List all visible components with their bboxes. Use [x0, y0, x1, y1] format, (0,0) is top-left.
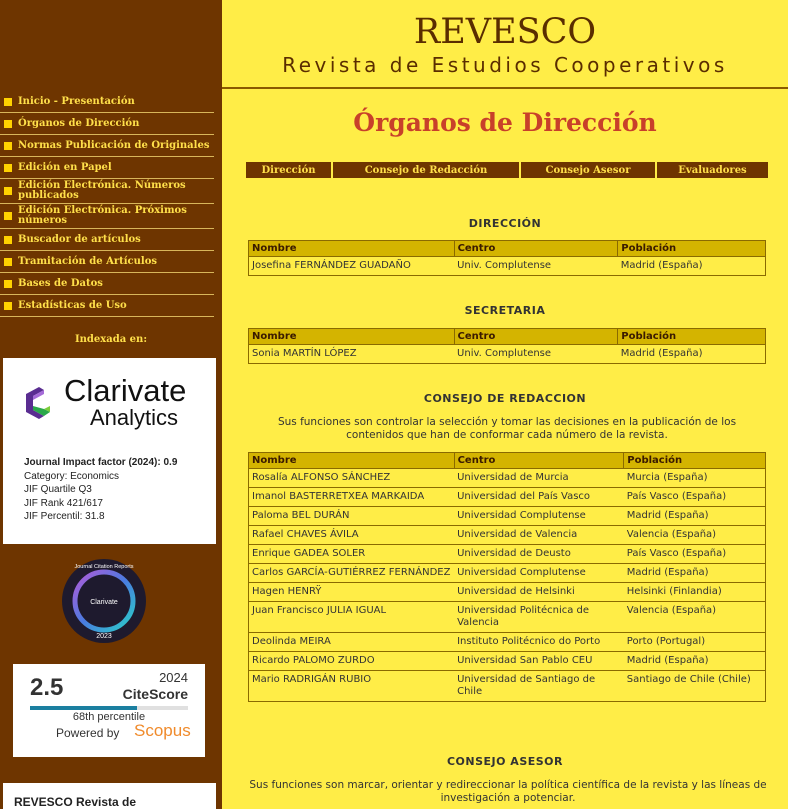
citescore-card[interactable] [13, 664, 205, 757]
table-row [249, 469, 766, 488]
cell-nombre: Paloma BEL DURÁN [249, 507, 455, 526]
sidebar-item-buscador[interactable] [0, 229, 214, 251]
cell-poblacion: Porto (Portugal) [624, 633, 766, 652]
sidebar-item-label: Órganos de Dirección [18, 117, 140, 129]
sidebar-item-proximos-numeros[interactable] [0, 204, 214, 229]
cell-centro: Universidad de Deusto [454, 545, 624, 564]
section-title-consejo-redaccion: CONSEJO DE REDACCION [423, 392, 587, 405]
sidebar-item-label: Normas Publicación de Originales [18, 139, 210, 151]
bullet-icon [4, 212, 12, 220]
indexed-label: Indexada en: [74, 334, 148, 345]
column-header: Nombre [249, 329, 455, 345]
table-consejo-redaccion [248, 452, 766, 702]
sidebar-item-label: Bases de Datos [18, 277, 103, 289]
bullet-icon [4, 236, 12, 244]
cell-centro: Univ. Complutense [454, 345, 618, 364]
table-row [249, 602, 766, 633]
impact-factor: Journal Impact factor (2024): 0.9 [24, 457, 178, 468]
sidebar-item-edicion-papel[interactable] [0, 157, 214, 179]
table-secretaria [248, 328, 766, 364]
cell-centro: Universidad de Santiago de Chile [454, 671, 624, 702]
sidebar-item-normas[interactable] [0, 135, 214, 157]
revesco-card-title: REVESCO Revista de [14, 795, 137, 809]
cell-poblacion: Murcia (España) [624, 469, 766, 488]
cell-nombre: Carlos GARCÍA-GUTIÉRREZ FERNÁNDEZ [249, 564, 455, 583]
clarivate-brand-line1: Clarivate [64, 373, 187, 408]
sidebar-item-numeros-publicados[interactable] [0, 179, 214, 204]
clarivate-card[interactable] [3, 358, 216, 544]
column-header: Centro [454, 329, 618, 345]
column-header: Población [624, 453, 766, 469]
table-row [249, 583, 766, 602]
cell-centro: Universidad Complutense [454, 564, 624, 583]
bullet-icon [4, 164, 12, 172]
tab-evaluadores[interactable]: Evaluadores [657, 162, 768, 178]
column-header: Centro [454, 241, 618, 257]
column-header: Centro [454, 453, 624, 469]
citescore-percentile-bar [30, 706, 188, 710]
jif-quartile: JIF Quartile Q3 [24, 484, 92, 495]
sidebar-item-organos[interactable] [0, 113, 214, 135]
cell-nombre: Juan Francisco JULIA IGUAL [249, 602, 455, 633]
jif-percentil: JIF Percentil: 31.8 [24, 511, 105, 522]
clarivate-stats [24, 456, 177, 524]
jcr-ring-text: Journal Citation Reports [74, 564, 134, 570]
column-header: Nombre [249, 241, 455, 257]
section-desc-consejo-redaccion: Sus funciones son controlar la selección y tomar las decisiones en la publicación de los contenidos que han de conformar cada número de la revista. [277, 416, 737, 441]
cell-nombre: Hagen HENRŸ [249, 583, 455, 602]
cell-nombre: Rafael CHAVES ÁVILA [249, 526, 455, 545]
table-row [249, 671, 766, 702]
cell-poblacion: Madrid (España) [618, 257, 766, 276]
cell-nombre: Sonia MARTÍN LÓPEZ [249, 345, 455, 364]
header-divider [222, 87, 788, 89]
table-row [249, 507, 766, 526]
revesco-card[interactable] [3, 783, 216, 809]
cell-centro: Universidad San Pablo CEU [454, 652, 624, 671]
jcr-badge-icon[interactable] [61, 558, 147, 644]
cell-poblacion: Madrid (España) [618, 345, 766, 364]
site-title: REVESCO [413, 12, 597, 52]
sidebar-item-label: Inicio - Presentación [18, 95, 135, 107]
table-row [249, 345, 766, 364]
cell-poblacion: Madrid (España) [624, 564, 766, 583]
cell-nombre: Ricardo PALOMO ZURDO [249, 652, 455, 671]
tab-consejo-asesor[interactable]: Consejo Asesor [521, 162, 655, 178]
table-row [249, 488, 766, 507]
cell-nombre: Imanol BASTERRETXEA MARKAIDA [249, 488, 455, 507]
bullet-icon [4, 302, 12, 310]
cell-poblacion: País Vasco (España) [624, 545, 766, 564]
scopus-logo: Scopus [134, 721, 191, 740]
table-row [249, 526, 766, 545]
cell-centro: Universidad Politécnica de Valencia [454, 602, 624, 633]
cell-poblacion: Valencia (España) [624, 602, 766, 633]
jcr-year: 2023 [96, 633, 112, 640]
citescore-year: 2024 [159, 670, 188, 685]
section-desc-consejo-asesor: Sus funciones son marcar, orientar y redireccionar la política científica de la revista y las líneas de investigación a potenciar. [249, 779, 767, 804]
bullet-icon [4, 187, 12, 195]
column-header: Nombre [249, 453, 455, 469]
cell-centro: Universidad del País Vasco [454, 488, 624, 507]
sidebar [0, 0, 222, 809]
sidebar-menu [0, 91, 214, 317]
table-row [249, 652, 766, 671]
cell-centro: Universidad de Murcia [454, 469, 624, 488]
cell-nombre: Mario RADRIGÁN RUBIO [249, 671, 455, 702]
table-row [249, 257, 766, 276]
cell-poblacion: Santiago de Chile (Chile) [624, 671, 766, 702]
sidebar-item-label: Estadísticas de Uso [18, 299, 127, 311]
tab-consejo-redaccion[interactable]: Consejo de Redacción [333, 162, 519, 178]
sidebar-item-label: Edición en Papel [18, 161, 112, 173]
citescore-label: CiteScore [122, 686, 188, 702]
cell-poblacion: Helsinki (Finlandia) [624, 583, 766, 602]
bullet-icon [4, 258, 12, 266]
cell-centro: Universidad de Helsinki [454, 583, 624, 602]
cell-nombre: Josefina FERNÁNDEZ GUADAÑO [249, 257, 455, 276]
page-title: Órganos de Dirección [353, 108, 657, 137]
table-direccion [248, 240, 766, 276]
citescore-value: 2.5 [30, 674, 64, 701]
section-title-direccion: DIRECCIÓN [468, 217, 542, 230]
section-title-consejo-asesor: CONSEJO ASESOR [446, 755, 564, 768]
clarivate-logo [20, 373, 187, 430]
sidebar-item-inicio[interactable] [0, 91, 214, 113]
sidebar-item-bases-datos[interactable] [0, 273, 214, 295]
jif-rank: JIF Rank 421/617 [24, 497, 103, 509]
cell-poblacion: Madrid (España) [624, 652, 766, 671]
clarivate-brand [64, 373, 187, 430]
bullet-icon [4, 98, 12, 106]
cell-nombre: Enrique GADEA SOLER [249, 545, 455, 564]
sidebar-item-estadisticas[interactable] [0, 295, 214, 317]
table-row [249, 633, 766, 652]
sidebar-item-label: Edición Electrónica. Próximos números [18, 205, 187, 226]
column-header: Población [618, 241, 766, 257]
column-header: Población [618, 329, 766, 345]
jif-category: Category: Economics [24, 470, 120, 482]
cell-poblacion: Valencia (España) [624, 526, 766, 545]
citescore-percentile-fill [30, 706, 137, 710]
cell-centro: Univ. Complutense [454, 257, 618, 276]
sidebar-item-tramitacion[interactable] [0, 251, 214, 273]
site-subtitle: Revista de Estudios Cooperativos [282, 53, 728, 77]
bullet-icon [4, 280, 12, 288]
citescore-percentile: 68th percentile [72, 711, 146, 723]
bullet-icon [4, 142, 12, 150]
table-row [249, 545, 766, 564]
cell-poblacion: País Vasco (España) [624, 488, 766, 507]
jcr-brand: Clarivate [90, 599, 118, 606]
sidebar-item-label: Edición Electrónica. Números publicados [18, 180, 186, 201]
bullet-icon [4, 120, 12, 128]
cell-poblacion: Madrid (España) [624, 507, 766, 526]
section-tabs [246, 162, 768, 178]
cell-centro: Universidad Complutense [454, 507, 624, 526]
table-row [249, 564, 766, 583]
cell-nombre: Rosalía ALFONSO SÁNCHEZ [249, 469, 455, 488]
tab-direccion[interactable]: Dirección [246, 162, 331, 178]
sidebar-item-label: Tramitación de Artículos [18, 255, 157, 267]
powered-by: Powered by [56, 726, 120, 740]
cell-nombre: Deolinda MEIRA [249, 633, 455, 652]
sidebar-item-label: Buscador de artículos [18, 233, 141, 245]
clarivate-mark-icon [20, 384, 58, 422]
cell-centro: Instituto Politécnico do Porto [454, 633, 624, 652]
clarivate-brand-line2: Analytics [90, 405, 179, 430]
section-title-secretaria: SECRETARIA [464, 304, 546, 317]
cell-centro: Universidad de Valencia [454, 526, 624, 545]
